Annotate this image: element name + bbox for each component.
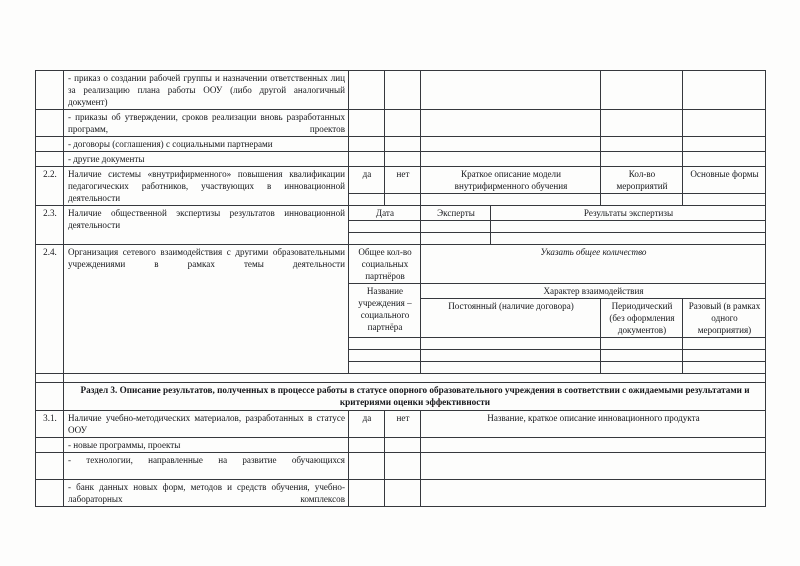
cell-no[interactable] bbox=[385, 194, 421, 206]
cell-product-name[interactable] bbox=[421, 437, 766, 452]
table-row-2-4 bbox=[36, 245, 766, 284]
cell-spacer bbox=[64, 374, 766, 383]
row-description-2-4: Организация сетевого взаимодействия с другими образовательными учреждениями в рамках темы деятельности bbox=[64, 245, 349, 374]
header-date: Дата bbox=[349, 206, 421, 221]
row-description: - договоры (соглашения) с социальными партнерами bbox=[64, 137, 349, 152]
cell-product-name[interactable] bbox=[421, 452, 766, 479]
cell-description[interactable] bbox=[421, 110, 601, 137]
cell-onetime[interactable] bbox=[683, 338, 766, 350]
header-periodic: Периодический (без оформления документов) bbox=[601, 299, 683, 338]
table-row-3-1-sub bbox=[36, 452, 766, 479]
label-yes-3-1: да bbox=[349, 410, 385, 437]
table-row-3-1-sub bbox=[36, 437, 766, 452]
table-row bbox=[36, 71, 766, 110]
row-description: - приказы об утверждении, сроков реализации вновь разработанных программ, проектов bbox=[64, 110, 349, 137]
report-table bbox=[35, 70, 766, 507]
cell-description[interactable] bbox=[421, 71, 601, 110]
scanned-table-area bbox=[35, 70, 765, 507]
table-row bbox=[36, 110, 766, 137]
cell-yes[interactable] bbox=[349, 479, 385, 506]
cell-date[interactable] bbox=[349, 233, 421, 245]
cell-yes[interactable] bbox=[349, 137, 385, 152]
row-number-2-4-text: 2.4. bbox=[43, 247, 57, 257]
row-number bbox=[36, 479, 64, 506]
table-row-2-2 bbox=[36, 167, 766, 194]
header-event-count: Кол-во мероприятий bbox=[601, 167, 683, 194]
row-number-3-1: 3.1. bbox=[36, 410, 64, 437]
section-3-title: Раздел 3. Описание результатов, полученных в процессе работы в статусе опорного образовательного учреждения в соответствии с ожидаемыми результатами и критериями оценки эффективности bbox=[64, 383, 766, 411]
cell-count[interactable] bbox=[601, 71, 683, 110]
cell-count[interactable] bbox=[601, 152, 683, 167]
cell-no[interactable] bbox=[385, 452, 421, 479]
header-onetime: Разовый (в рамках одного мероприятия) bbox=[683, 299, 766, 338]
row-description: - приказ о создании рабочей группы и назначении ответственных лиц за реализацию плана работы ООУ (либо другой аналогичный документ) bbox=[64, 71, 349, 110]
header-main-forms: Основные формы bbox=[683, 167, 766, 194]
table-row-2-3 bbox=[36, 206, 766, 221]
row-description-2-3: Наличие общественной экспертизы результатов инновационной деятельности bbox=[64, 206, 349, 245]
header-expertise-results: Результаты экспертизы bbox=[491, 206, 766, 221]
cell-yes[interactable] bbox=[349, 152, 385, 167]
cell-periodic[interactable] bbox=[601, 362, 683, 374]
cell-expertise-results[interactable] bbox=[491, 221, 766, 233]
cell-date[interactable] bbox=[349, 221, 421, 233]
table-row-spacer bbox=[36, 374, 766, 383]
header-model-description: Краткое описание модели внутрифирменного обучения bbox=[421, 167, 601, 194]
cell-spacer bbox=[36, 374, 64, 383]
section-3-title-row bbox=[36, 383, 766, 411]
cell-onetime[interactable] bbox=[683, 350, 766, 362]
cell-event-count[interactable] bbox=[601, 194, 683, 206]
cell-experts[interactable] bbox=[421, 233, 491, 245]
cell-forms[interactable] bbox=[683, 152, 766, 167]
cell-forms[interactable] bbox=[683, 71, 766, 110]
table-row-3-1 bbox=[36, 410, 766, 437]
cell-yes[interactable] bbox=[349, 110, 385, 137]
table-row bbox=[36, 137, 766, 152]
cell-empty bbox=[36, 383, 64, 411]
cell-product-name[interactable] bbox=[421, 479, 766, 506]
row-description: - новые программы, проекты bbox=[64, 437, 349, 452]
header-product-name: Название, краткое описание инновационного продукта bbox=[421, 410, 766, 437]
row-description: - банк данных новых форм, методов и средств обучения, учебно-лабораторных комплексов bbox=[64, 479, 349, 506]
note-indicate-total-text: Указать общее количество bbox=[540, 247, 647, 257]
cell-forms[interactable] bbox=[683, 137, 766, 152]
row-number bbox=[36, 452, 64, 479]
cell-no[interactable] bbox=[385, 479, 421, 506]
cell-experts[interactable] bbox=[421, 221, 491, 233]
cell-yes[interactable] bbox=[349, 452, 385, 479]
header-experts: Эксперты bbox=[421, 206, 491, 221]
row-number bbox=[36, 110, 64, 137]
row-number-2-3: 2.3. bbox=[36, 206, 64, 245]
row-description: - технологии, направленные на развитие обучающихся bbox=[64, 452, 349, 479]
label-yes-2-2: да bbox=[349, 167, 385, 194]
table-row-3-1-sub bbox=[36, 479, 766, 506]
note-indicate-total bbox=[421, 245, 766, 284]
cell-yes[interactable] bbox=[349, 194, 385, 206]
row-description: - другие документы bbox=[64, 152, 349, 167]
row-number bbox=[36, 137, 64, 152]
cell-description[interactable] bbox=[421, 152, 601, 167]
row-description-3-1: Наличие учебно-методических материалов, разработанных в статусе ООУ bbox=[64, 410, 349, 437]
cell-periodic[interactable] bbox=[601, 350, 683, 362]
cell-forms[interactable] bbox=[683, 110, 766, 137]
cell-partner-name[interactable] bbox=[349, 362, 421, 374]
table-row bbox=[36, 152, 766, 167]
cell-onetime[interactable] bbox=[683, 362, 766, 374]
header-total-partners: Общее кол-во социальных партнёров bbox=[349, 245, 421, 284]
cell-no[interactable] bbox=[385, 71, 421, 110]
cell-periodic[interactable] bbox=[601, 338, 683, 350]
header-interaction-type: Характер взаимодействия bbox=[421, 284, 766, 299]
row-number bbox=[36, 437, 64, 452]
row-number-2-4 bbox=[36, 245, 64, 374]
cell-no[interactable] bbox=[385, 110, 421, 137]
cell-partner-name[interactable] bbox=[349, 350, 421, 362]
label-no-3-1: нет bbox=[385, 410, 421, 437]
cell-yes[interactable] bbox=[349, 437, 385, 452]
cell-permanent[interactable] bbox=[421, 350, 601, 362]
header-partner-name: Название учреждения – социального партнёра bbox=[349, 284, 421, 338]
cell-permanent[interactable] bbox=[421, 362, 601, 374]
cell-count[interactable] bbox=[601, 137, 683, 152]
cell-main-forms[interactable] bbox=[683, 194, 766, 206]
cell-model-description[interactable] bbox=[421, 194, 601, 206]
row-number-2-2: 2.2. bbox=[36, 167, 64, 206]
cell-no[interactable] bbox=[385, 137, 421, 152]
header-permanent: Постоянный (наличие договора) bbox=[421, 299, 601, 338]
label-no-2-2: нет bbox=[385, 167, 421, 194]
cell-yes[interactable] bbox=[349, 71, 385, 110]
cell-no[interactable] bbox=[385, 152, 421, 167]
row-number bbox=[36, 152, 64, 167]
cell-partner-name[interactable] bbox=[349, 338, 421, 350]
cell-expertise-results[interactable] bbox=[491, 233, 766, 245]
row-number bbox=[36, 71, 64, 110]
cell-count[interactable] bbox=[601, 110, 683, 137]
cell-no[interactable] bbox=[385, 437, 421, 452]
cell-description[interactable] bbox=[421, 137, 601, 152]
cell-permanent[interactable] bbox=[421, 338, 601, 350]
row-description-2-2: Наличие системы «внутрифирменного» повышения квалификации педагогических работников, участвующих в инновационной деятельности bbox=[64, 167, 349, 206]
